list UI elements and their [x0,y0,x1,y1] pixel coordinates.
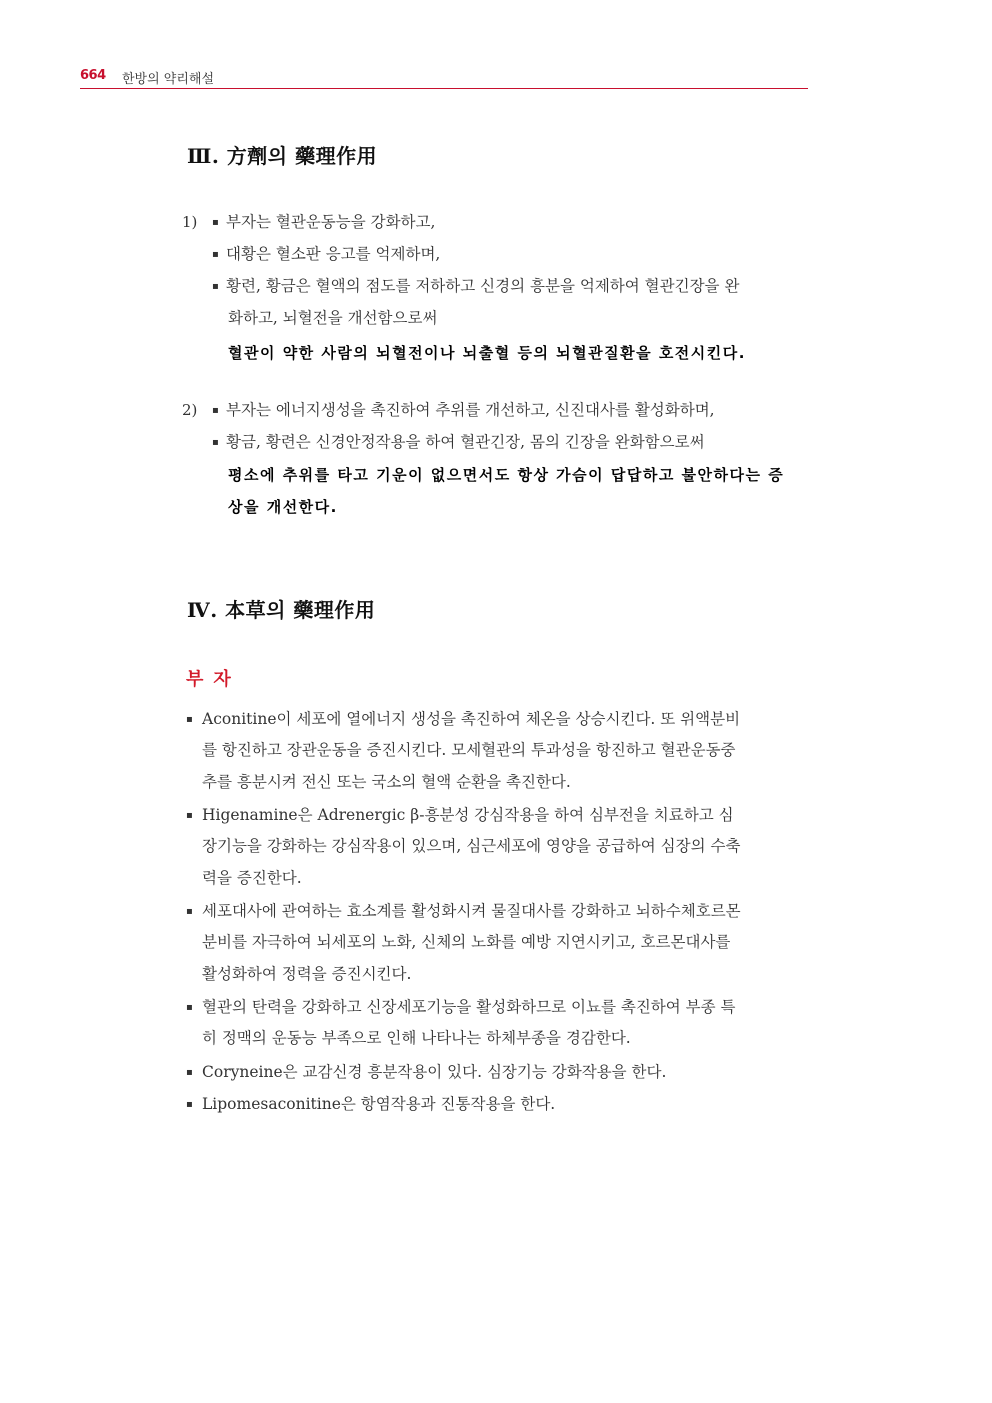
list-item-continuation: 화하고, 뇌혈전을 개선함으로써 [228,309,438,327]
list-item: ▪ 황련, 황금은 혈액의 점도를 저하하고 신경의 흥분을 억제하여 혈관긴장을 완 [212,270,739,303]
conclusion-text: 상을 개선한다. [228,498,338,516]
list-item: ▪ Lipomesaconitine은 항염작용과 진통작용을 한다. [186,1092,555,1114]
item-number: 2) [182,401,198,419]
page-number: 664 [80,68,106,83]
section-3-title: Ⅲ. 方劑의 藥理作用 [187,144,378,168]
list-item-continuation: 활성화하여 정력을 증진시킨다. [202,965,412,983]
list-item-continuation: 장기능을 강화하는 강심작용이 있으며, 심근세포에 영양을 공급하여 심장의 수축 [202,837,741,855]
list-item-continuation: 분비를 자극하여 뇌세포의 노화, 신체의 노화를 예방 지연시키고, 호르몬대사를 [202,933,731,951]
conclusion-text: 평소에 추위를 타고 기운이 없으면서도 항상 가슴이 답답하고 불안하다는 증 [228,466,785,484]
list-item-continuation: 를 항진하고 장관운동을 증진시킨다. 모세혈관의 투과성을 항진하고 혈관운동중 [202,741,736,759]
book-title: 한방의 약리해설 [122,72,215,87]
list-item: ▪ 세포대사에 관여하는 효소계를 활성화시켜 물질대사를 강화하고 뇌하수체호르몬 [186,899,741,921]
list-item: ▪ Coryneine은 교감신경 흥분작용이 있다. 심장기능 강화작용을 한다. [186,1060,666,1082]
list-item: ▪ 대황은 혈소판 응고를 억제하며, [212,238,440,271]
list-item-continuation: 추를 흥분시켜 전신 또는 국소의 혈액 순환을 촉진한다. [202,773,571,791]
list-item: ▪ 황금, 황련은 신경안정작용을 하여 혈관긴장, 몸의 긴장을 완화함으로써 [212,426,705,459]
list-item-continuation: 히 정맥의 운동능 부족으로 인해 나타나는 하체부종을 경감한다. [202,1029,631,1047]
list-item: ▪ Aconitine이 세포에 열에너지 생성을 촉진하여 체온을 상승시킨다. 또 위액분비 [186,707,740,729]
herb-name: 부자 [186,669,241,690]
page-header [80,66,808,89]
list-item: ▪ 혈관의 탄력을 강화하고 신장세포기능을 활성화하므로 이뇨를 촉진하여 부종 특 [186,995,736,1017]
list-item: ▪ 부자는 혈관운동능을 강화하고, [212,206,435,239]
list-item: ▪ Higenamine은 Adrenergic β-흥분성 강심작용을 하여 심부전을 치료하고 심 [186,803,734,825]
conclusion-text: 혈관이 약한 사람의 뇌혈전이나 뇌출혈 등의 뇌혈관질환을 호전시킨다. [228,344,746,362]
list-item-continuation: 력을 증진한다. [202,869,302,887]
section-4-title: Ⅳ. 本草의 藥理作用 [187,598,376,622]
item-number: 1) [182,213,198,231]
list-item: ▪ 부자는 에너지생성을 촉진하여 추위를 개선하고, 신진대사를 활성화하며, [212,394,715,427]
